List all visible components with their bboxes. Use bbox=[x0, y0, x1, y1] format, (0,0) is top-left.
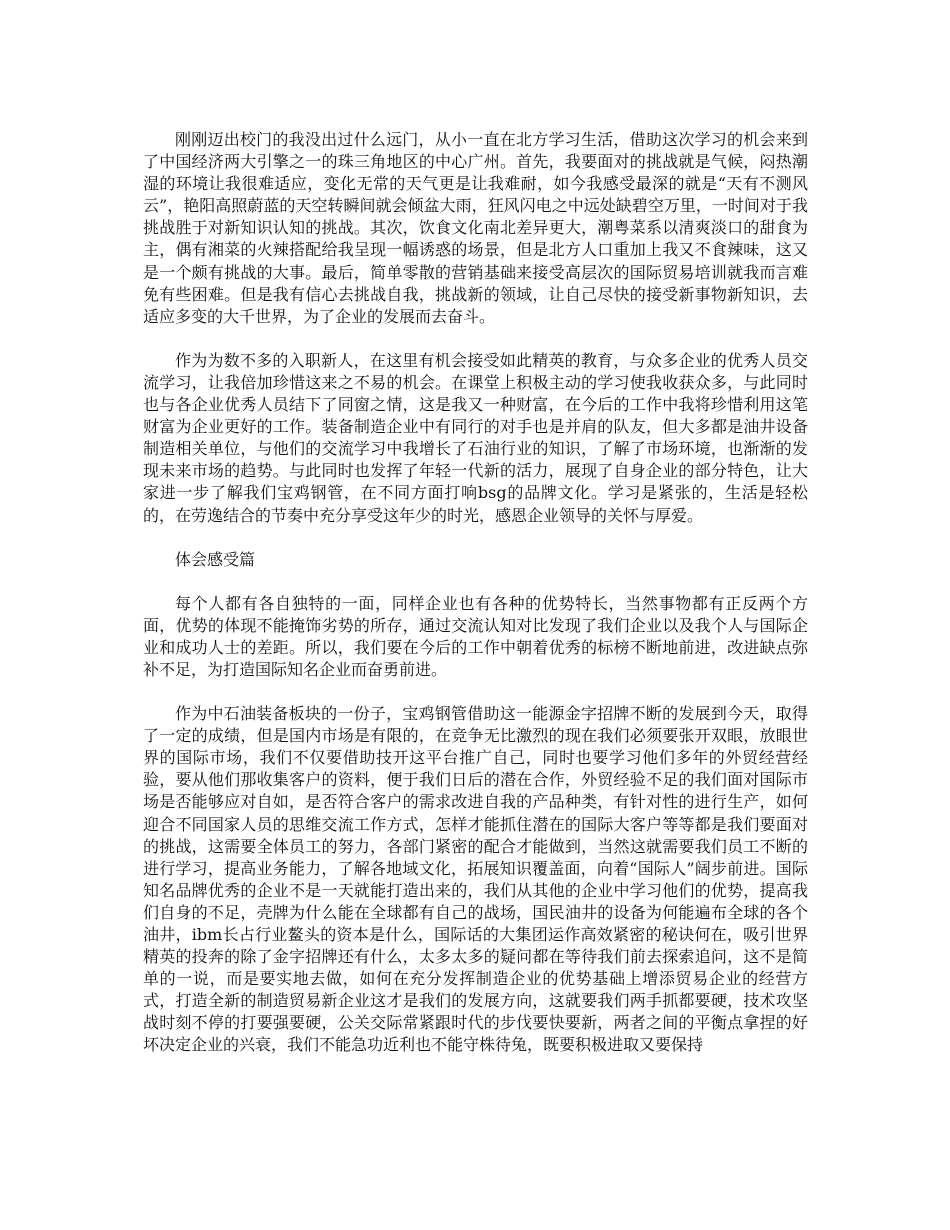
paragraph-4: 作为中石油装备板块的一份子，宝鸡钢管借助这一能源金字招牌不断的发展到今天，取得了一定的成绩，但是国内市场是有限的，在竞争无比激烈的现在我们必须要张开双眼，放眼世界的国际市场，我们不仅要借助技开这平台推广自己，同时也要学习他们多年的外贸经营经验，要从他们那收集客户的资料，便于我们日后的潜在合作，外贸经验不足的我们面对国际市场是否能够应对自如，是否符合客户的需求改进自我的产品种类，有针对性的进行生产，如何迎合不同国家人员的思维交流工作方式，怎样才能抓住潜在的国际大客户等等都是我们要面对的挑战，这需要全体员工的努力，各部门紧密的配合才能做到，当然这就需要我们员工不断的进行学习，提高业务能力，了解各地域文化，拓展知识覆盖面，向着“国际人”阔步前进。国际知名品牌优秀的企业不是一天就能打造出来的，我们从其他的企业中学习他们的优势，提高我们自身的不足，壳牌为什么能在全球都有自己的战场，国民油井的设备为何能遍布全球的各个油井，ibm长占行业鳌头的资本是什么，国际话的大集团运作高效紧密的秘诀何在，吸引世界精英的投奔的除了金字招牌还有什么，太多太多的疑问都在等待我们前去探索追问，这不是简单的一说，而是要实地去做，如何在充分发挥制造企业的优势基础上增添贸易企业的经营方式，打造全新的制造贸易新企业这才是我们的发展方向，这就要我们两手抓都要硬，技术攻坚战时刻不停的打要强要硬，公关交际常紧跟时代的步伐要快要新，两者之间的平衡点拿捏的好坏决定企业的兴衰，我们不能急功近利也不能守株待兔，既要积极进取又要保持 bbox=[143, 704, 808, 1055]
paragraph-2: 作为为数不多的入职新人，在这里有机会接受如此精英的教育，与众多企业的优秀人员交流学习，让我倍加珍惜这来之不易的机会。在课堂上积极主动的学习使我收获众多，与此同时也与各企业优秀人员结下了同窗之情，这是我又一种财富，在今后的工作中我将珍惜利用这笔财富为企业更好的工作。装备制造企业中有同行的对手也是并肩的队友，但大多都是油井设备制造相关单位，与他们的交流学习中我增长了石油行业的知识，了解了市场环境，也渐渐的发现未来市场的趋势。与此同时也发挥了年轻一代新的活力，展现了自身企业的部分特色，让大家进一步了解我们宝鸡钢管，在不同方面打响bsg的品牌文化。学习是紧张的，生活是轻松的，在劳逸结合的节奏中充分享受这年少的时光，感恩企业领导的关怀与厚爱。 bbox=[143, 350, 808, 525]
paragraph-3: 每个人都有各自独特的一面，同样企业也有各种的优势特长，当然事物都有正反两个方面，优势的体现不能掩饰劣势的所存，通过交流认知对比发现了我们企业以及我个人与国际企业和成功人士的差距。所以，我们要在今后的工作中朝着优秀的标榜不断地前进，改进缺点弥补不足，为打造国际知名企业而奋勇前进。 bbox=[143, 593, 808, 679]
section-heading: 体会感受篇 bbox=[175, 549, 256, 569]
document-body bbox=[143, 129, 808, 1079]
paragraph-1: 刚刚迈出校门的我没出过什么远门，从小一直在北方学习生活，借助这次学习的机会来到了中国经济两大引擎之一的珠三角地区的中心广州。首先，我要面对的挑战就是气候，闷热潮湿的环境让我很难适应，变化无常的天气更是让我难耐，如今我感受最深的就是“天有不测风云”，艳阳高照蔚蓝的天空转瞬间就会倾盆大雨，狂风闪电之中远处缺碧空万里，一时间对于我挑战胜于对新知识认知的挑战。其次，饮食文化南北差异更大，潮粤菜系以清爽淡口的甜食为主，偶有湘菜的火辣搭配给我呈现一幅诱惑的场景，但是北方人口重加上我又不食辣味，这又是一个颇有挑战的大事。最后，简单零散的营销基础来接受高层次的国际贸易培训就我而言难免有些困难。但是我有信心去挑战自我，挑战新的领域，让自己尽快的接受新事物新知识，去适应多变的大千世界，为了企业的发展而去奋斗。 bbox=[143, 130, 808, 326]
